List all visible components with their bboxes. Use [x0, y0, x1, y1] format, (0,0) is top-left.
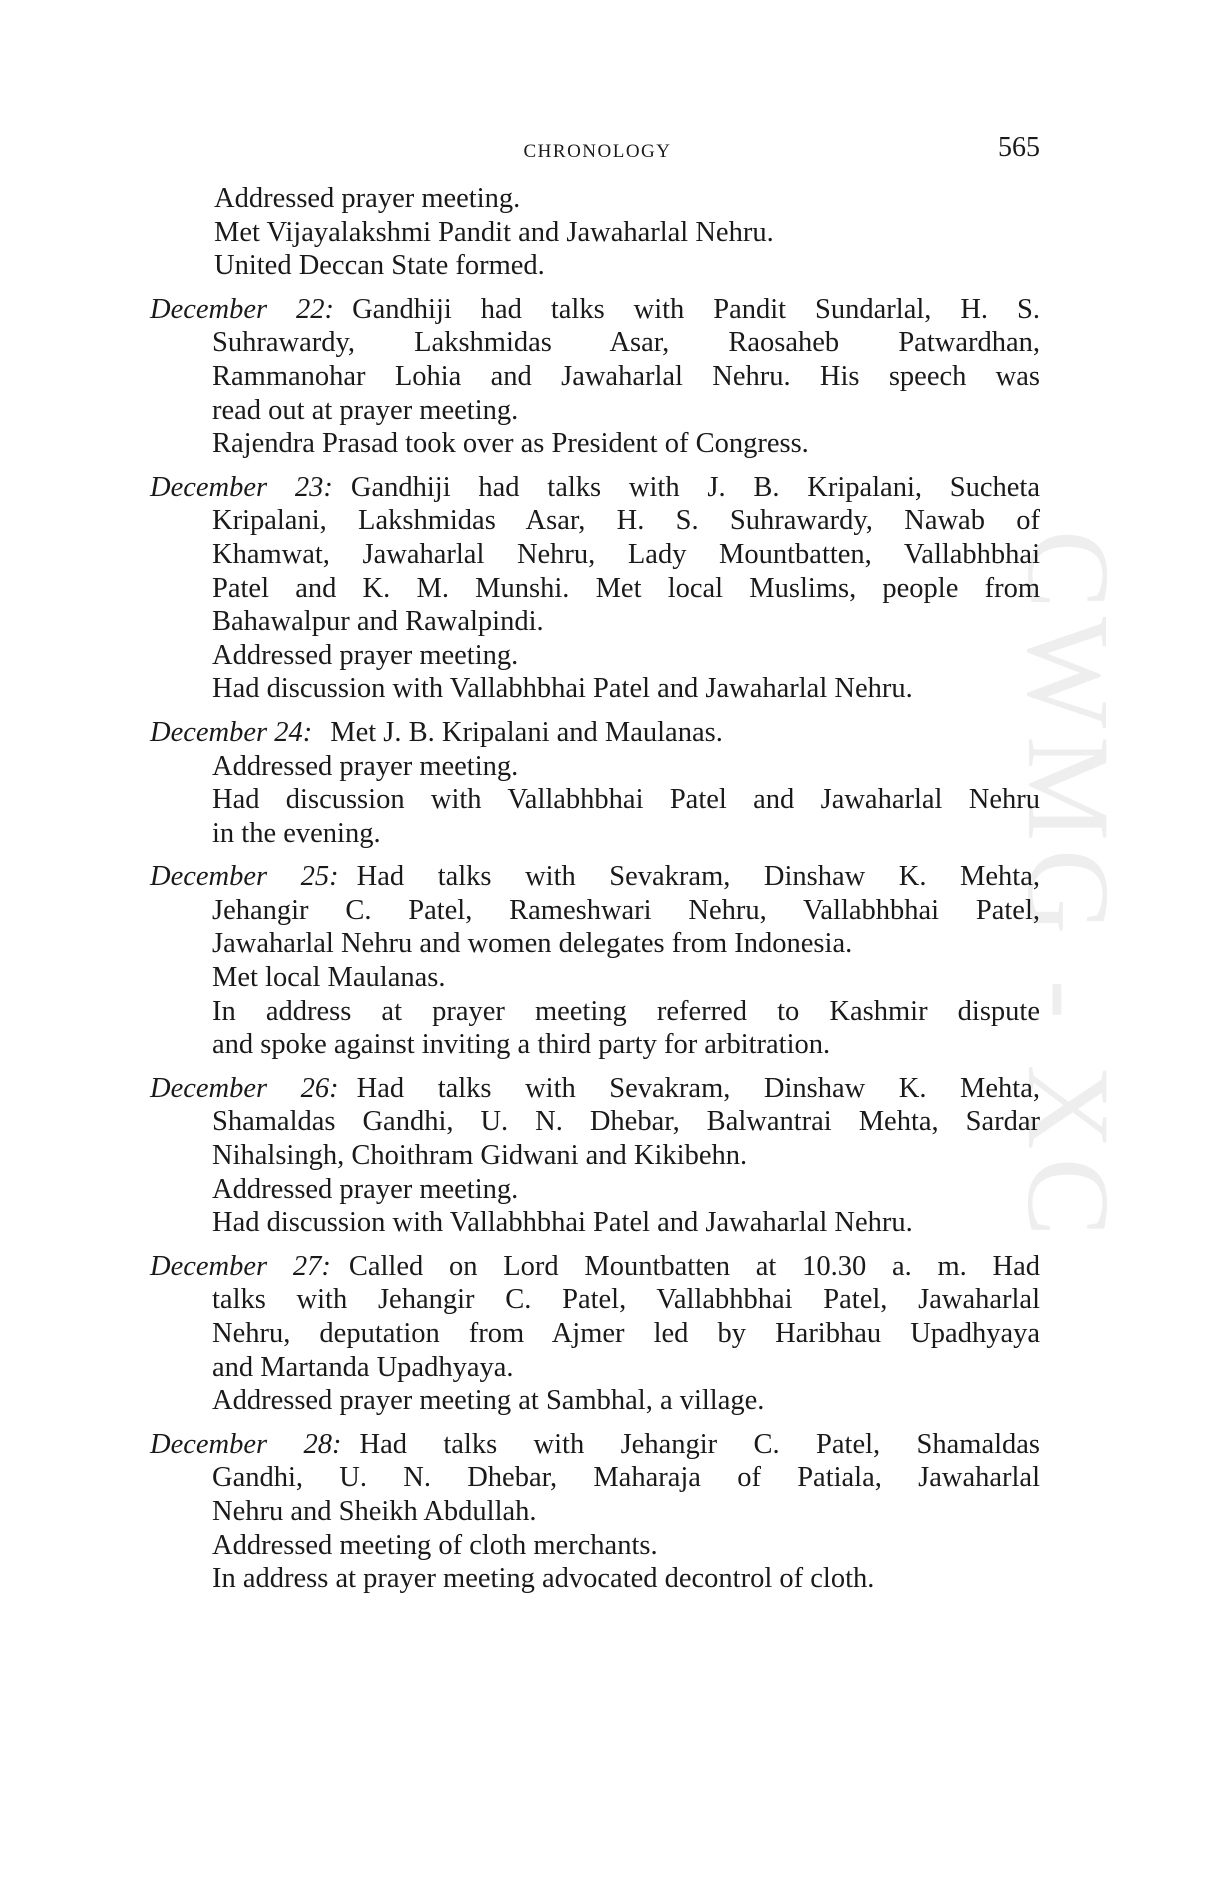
text-line: Khamwat, Jawaharlal Nehru, Lady Mountbatten, Vallabhbhai	[212, 538, 1040, 570]
text-line: Had discussion with Vallabhbhai Patel and Jawaharlal Nehru.	[212, 1207, 913, 1239]
text-line: Had discussion with Vallabhbhai Patel and Jawaharlal Nehru.	[212, 673, 913, 705]
text-line: United Deccan State formed.	[214, 250, 545, 282]
chronology-entry	[150, 1428, 1040, 1596]
text-line: Shamaldas Gandhi, U. N. Dhebar, Balwantrai Mehta, Sardar	[212, 1106, 1040, 1138]
entry-date: December 24:	[150, 716, 313, 748]
entry-date: December 23:	[150, 471, 333, 503]
text-line: talks with Jehangir C. Patel, Vallabhbhai Patel, Jawaharlal	[212, 1284, 1040, 1316]
entry-date: December 25:	[150, 861, 339, 893]
continued-entry	[150, 182, 1040, 283]
chronology-entry	[150, 293, 1040, 461]
text-line: Jawaharlal Nehru and women delegates from Indonesia.	[212, 928, 853, 960]
text-line: Rajendra Prasad took over as President of Congress.	[212, 428, 809, 460]
running-head-title: CHRONOLOGY	[523, 141, 672, 162]
text-line: Addressed meeting of cloth merchants.	[212, 1529, 658, 1561]
text-line: Met local Maulanas.	[212, 962, 446, 994]
page-number: 565	[998, 132, 1040, 163]
chronology-entry	[150, 471, 1040, 706]
running-head	[155, 132, 1040, 166]
text-line: Had discussion with Vallabhbhai Patel and Jawaharlal Nehru	[212, 784, 1040, 816]
text-line: Addressed prayer meeting.	[212, 639, 519, 671]
text-line	[150, 716, 1040, 750]
text-line: Nehru, deputation from Ajmer led by Haribhau Upadhyaya	[212, 1318, 1040, 1349]
watermark: CWMG - XC	[1003, 530, 1134, 1245]
entry-date: December 27:	[150, 1250, 331, 1282]
text-line	[150, 471, 1040, 505]
entry-date: December 26:	[150, 1072, 339, 1104]
text-line: Addressed prayer meeting at Sambhal, a village.	[212, 1385, 765, 1417]
text-line	[150, 1072, 1040, 1106]
text-line: In address at prayer meeting referred to Kashmir dispute	[212, 995, 1040, 1027]
text-line: Jehangir C. Patel, Rameshwari Nehru, Vallabhbhai Patel,	[212, 894, 1040, 926]
entry-text: Gandhiji had talks with Pandit Sundarlal, H. S.	[352, 293, 1040, 325]
text-line: Kripalani, Lakshmidas Asar, H. S. Suhrawardy, Nawab of	[212, 505, 1040, 537]
text-line: Addressed prayer meeting.	[212, 750, 519, 782]
entry-text: Had talks with Jehangir C. Patel, Shamaldas	[359, 1428, 1040, 1460]
text-line: Nihalsingh, Choithram Gidwani and Kikibehn.	[212, 1140, 748, 1172]
text-line: Bahawalpur and Rawalpindi.	[212, 606, 544, 638]
entry-text: Met J. B. Kripalani and Maulanas.	[330, 716, 723, 748]
entry-date: December 22:	[150, 293, 335, 325]
chronology-text	[150, 182, 1040, 1606]
text-line	[150, 860, 1040, 894]
text-line: Suhrawardy, Lakshmidas Asar, Raosaheb Patwardhan,	[212, 327, 1040, 359]
chronology-entry	[150, 716, 1040, 850]
entry-text: Gandhiji had talks with J. B. Kripalani, Sucheta	[350, 471, 1040, 503]
text-line: Addressed prayer meeting.	[212, 1173, 519, 1205]
entry-text: Had talks with Sevakram, Dinshaw K. Mehta,	[356, 861, 1040, 893]
text-line: In address at prayer meeting advocated decontrol of cloth.	[212, 1563, 875, 1595]
text-line	[150, 293, 1040, 327]
text-line: Nehru and Sheikh Abdullah.	[212, 1495, 537, 1527]
entry-text: Called on Lord Mountbatten at 10.30 a. m. Had	[348, 1250, 1040, 1282]
chronology-entry	[150, 1072, 1040, 1240]
text-line	[150, 1250, 1040, 1284]
chronology-entry	[150, 860, 1040, 1062]
entry-date: December 28:	[150, 1428, 342, 1460]
text-line: and spoke against inviting a third party for arbitration.	[212, 1029, 831, 1061]
text-line: Met Vijayalakshmi Pandit and Jawaharlal Nehru.	[214, 216, 774, 248]
text-line	[150, 1428, 1040, 1462]
chronology-entry	[150, 1250, 1040, 1418]
text-line: and Martanda Upadhyaya.	[212, 1351, 514, 1383]
text-line: Addressed prayer meeting.	[214, 183, 521, 214]
text-line: read out at prayer meeting.	[212, 394, 519, 426]
text-line: Patel and K. M. Munshi. Met local Muslims, people from	[212, 572, 1040, 604]
entry-text: Had talks with Sevakram, Dinshaw K. Mehta,	[356, 1072, 1040, 1104]
text-line: Rammanohar Lohia and Jawaharlal Nehru. His speech was	[212, 360, 1040, 392]
text-line: Gandhi, U. N. Dhebar, Maharaja of Patiala, Jawaharlal	[212, 1462, 1040, 1494]
text-line: in the evening.	[212, 817, 381, 849]
